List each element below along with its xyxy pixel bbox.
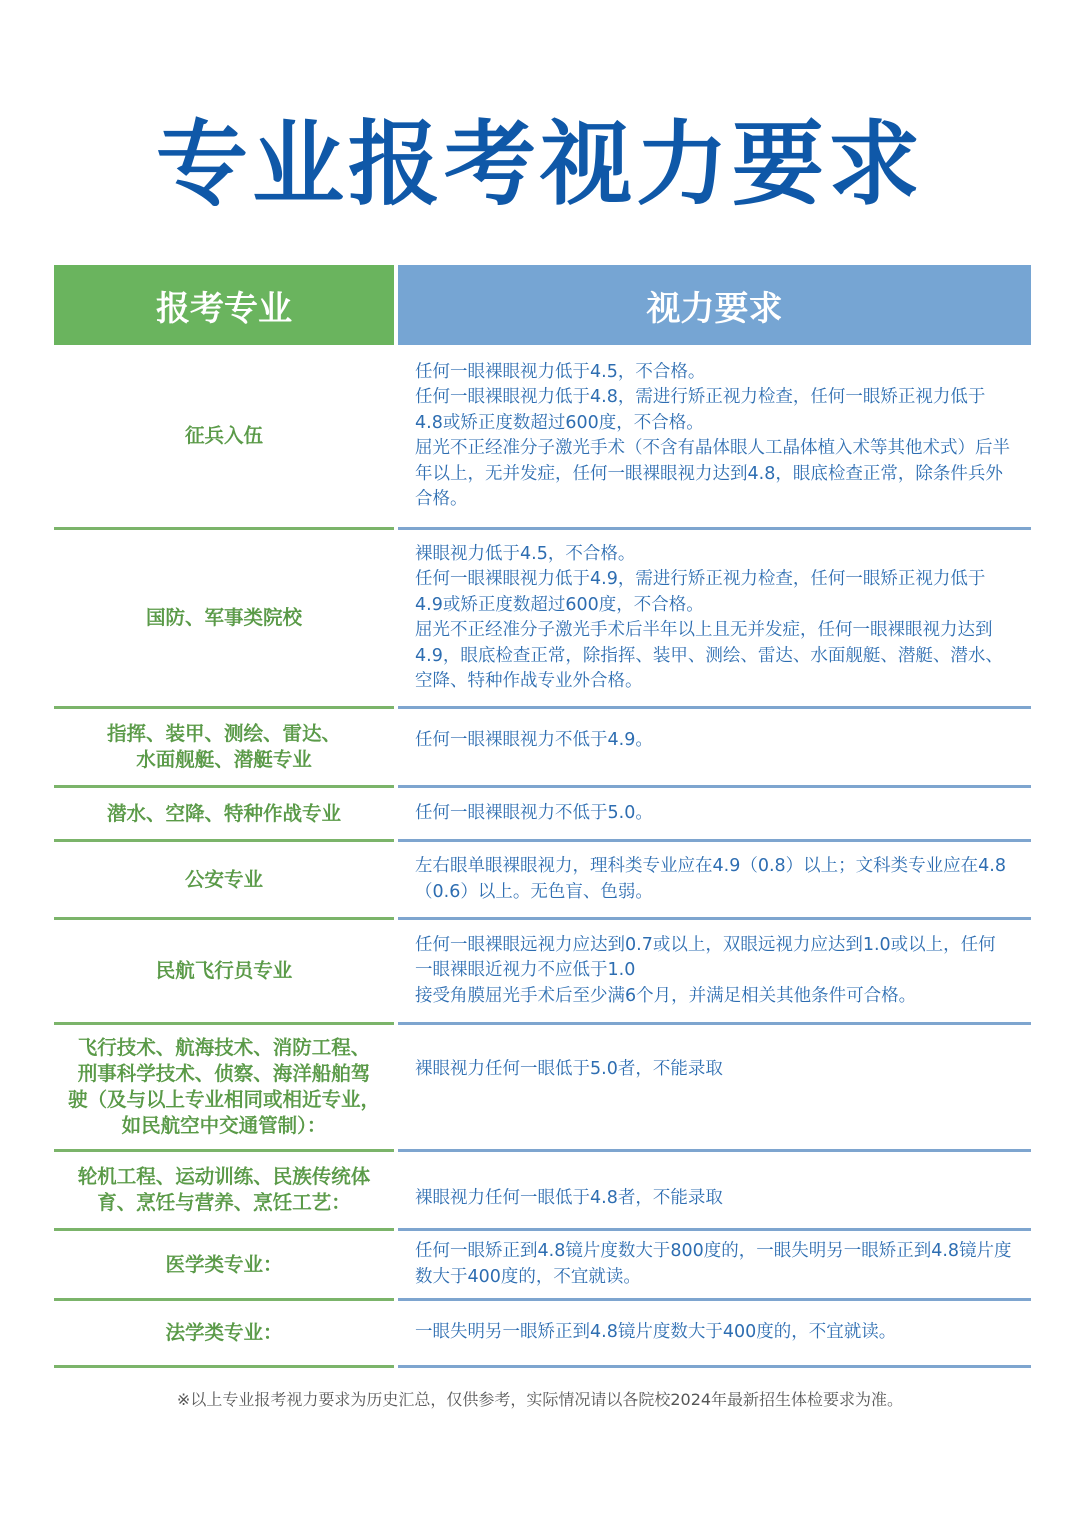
table-row [54,530,1031,709]
requirement-cell [398,530,1031,709]
requirement-text: 任何一眼裸眼视力不低于4.9。 [415,730,653,750]
table-row [54,1301,1031,1368]
table-header [54,265,1031,345]
table-row [54,1025,1031,1152]
major-cell: 法学类专业： [54,1301,394,1368]
footnote: ※以上专业报考视力要求为历史汇总，仅供参考，实际情况请以各院校2024年最新招生体检要求为准。 [176,1390,904,1409]
requirement-cell [398,842,1031,920]
table-row [54,842,1031,920]
requirement-text: 任何一眼裸眼远视力应达到0.7或以上，双眼远视力应达到1.0或以上，任何一眼裸眼近视力不应低于1.0 接受角膜屈光手术后至少满6个月，并满足相关其他条件可合格。 [415,934,996,1006]
requirement-cell [398,920,1031,1025]
table-row [54,788,1031,842]
major-cell: 飞行技术、航海技术、消防工程、 刑事科学技术、侦察、海洋船舶驾 驶（及与以上专业相同或相近专业， 如民航空中交通管制）： [54,1025,394,1152]
requirement-text: 任何一眼裸眼视力不低于5.0。 [415,802,653,823]
requirement-text: 裸眼视力任何一眼低于5.0者，不能录取 [415,1059,723,1079]
requirement-cell [398,1025,1031,1152]
requirement-cell [398,1231,1031,1301]
table-row [54,709,1031,788]
requirement-cell [398,1301,1031,1368]
requirement-text: 裸眼视力任何一眼低于4.8者，不能录取 [415,1188,723,1208]
requirement-cell [398,709,1031,788]
major-cell: 潜水、空降、特种作战专业 [54,788,394,842]
major-cell: 征兵入伍 [54,345,394,530]
page-title: 专业报考视力要求 [155,111,924,218]
major-cell: 医学类专业： [54,1231,394,1301]
requirement-cell [398,345,1031,530]
major-cell: 指挥、装甲、测绘、雷达、 水面舰艇、潜艇专业 [54,709,394,788]
requirement-text: 任何一眼矫正到4.8镜片度数大于800度的，一眼失明另一眼矫正到4.8镜片度数大于400度的，不宜就读。 [415,1241,1012,1287]
header-requirement: 视力要求 [398,265,1031,345]
major-cell: 公安专业 [54,842,394,920]
major-cell: 轮机工程、运动训练、民族传统体 育、烹饪与营养、烹饪工艺： [54,1152,394,1231]
table-row [54,1152,1031,1231]
requirement-text: 任何一眼裸眼视力低于4.5，不合格。 任何一眼裸眼视力低于4.8，需进行矫正视力检查，任何一眼矫正视力低于4.8或矫正度数超过600度，不合格。 屈光不正经准分子激光手术（不含有晶体眼人工晶体植入术等其他术式）后半年以上，无并发症，任何一眼裸眼视力达到4.8，眼底检查正常，除条件兵外合格。 [415,361,1010,509]
table-row [54,345,1031,530]
major-cell: 民航飞行员专业 [54,920,394,1025]
requirement-cell [398,788,1031,842]
requirement-text: 左右眼单眼裸眼视力，理科类专业应在4.9（0.8）以上；文科类专业应在4.8（0.6）以上。无色盲、色弱。 [415,856,1006,902]
table-row [54,920,1031,1025]
header-major: 报考专业 [54,265,394,345]
requirement-cell [398,1152,1031,1231]
major-cell: 国防、军事类院校 [54,530,394,709]
requirement-text: 裸眼视力低于4.5，不合格。 任何一眼裸眼视力低于4.9，需进行矫正视力检查，任何一眼矫正视力低于4.9或矫正度数超过600度，不合格。 屈光不正经准分子激光手术后半年以上且无并发症，任何一眼裸眼视力达到4.9，眼底检查正常，除指挥、装甲、测绘、雷达、水面舰艇、潜艇、潜水、空降、特种作战专业外合格。 [415,543,1003,691]
requirements-table [54,265,1031,1368]
requirement-text: 一眼失明另一眼矫正到4.8镜片度数大于400度的，不宜就读。 [415,1322,897,1343]
table-row [54,1231,1031,1301]
